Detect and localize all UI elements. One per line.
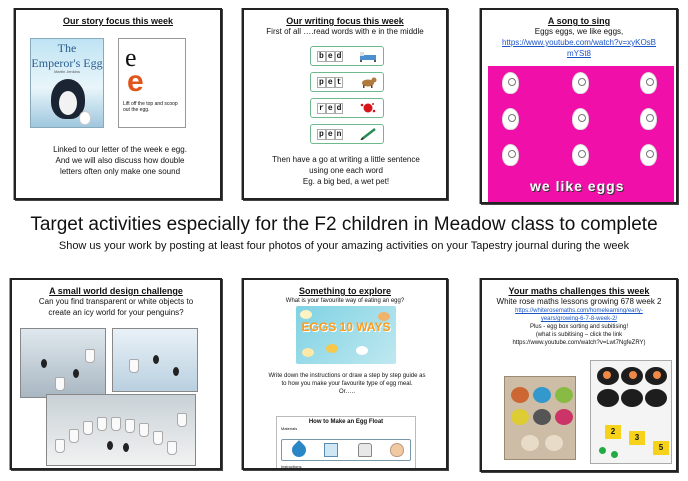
maths-line: White rose maths lessons growing 678 week 2	[496, 297, 662, 306]
word-card-bed: b e d	[310, 46, 384, 66]
writing-intro: First of all ….read words with e in the middle	[266, 27, 424, 36]
red-splat-icon	[359, 102, 377, 114]
story-line: And we will also discuss how double	[55, 156, 185, 165]
bed-icon	[359, 50, 377, 62]
dog-icon	[359, 76, 377, 88]
small-world-line: Can you find transparent or white objects to	[38, 297, 194, 306]
explore-card	[242, 278, 448, 470]
materials-label: Materials	[281, 426, 298, 431]
explore-line: Write down the instructions or draw a step by step guide as	[268, 373, 426, 379]
song-url-line2[interactable]: mYSt8	[566, 49, 591, 58]
story-line: letters often only make one sound	[59, 167, 181, 176]
eggs-10-ways-image	[296, 306, 396, 364]
word-card-pet: p e t	[310, 72, 384, 92]
egg-icon	[502, 108, 519, 130]
writing-instructions	[248, 154, 444, 187]
number-card: 5	[653, 441, 669, 455]
maths-what: (what is subitising – click the link	[535, 332, 623, 338]
maths-title: Your maths challenges this week	[508, 286, 650, 296]
book-title-line2: Emperor's Egg	[31, 56, 103, 70]
story-focus-title: Our story focus this week	[62, 16, 174, 26]
story-description	[22, 144, 218, 177]
word-card-pen: p e n	[310, 124, 384, 144]
egg-icon	[390, 443, 404, 457]
egg-icon	[502, 144, 519, 166]
jug-icon	[324, 443, 338, 457]
egg-icon	[572, 108, 589, 130]
letter-e-card	[118, 38, 186, 128]
word-card-red: r e d	[310, 98, 384, 118]
materials-row	[281, 439, 411, 461]
maths-url-line1[interactable]: https://whiterosemaths.com/homelearning/early-	[515, 308, 643, 314]
explore-line: to how you make your favourite type of egg meal.	[281, 381, 413, 387]
egg-icon	[79, 111, 91, 125]
book-title-line1: The	[57, 41, 77, 55]
letter-e-glyph: e	[125, 43, 137, 72]
writing-focus-card	[242, 8, 448, 200]
song-title: A song to sing	[547, 16, 611, 26]
book-author: Martin Jenkins	[54, 69, 80, 74]
instructions-label: Instructions	[281, 464, 302, 469]
pen-icon	[359, 128, 377, 140]
egg-icon	[640, 108, 657, 130]
water-drop-icon	[289, 440, 309, 460]
salt-icon	[358, 443, 372, 457]
story-focus-card	[14, 8, 222, 200]
egg-icon	[502, 72, 519, 94]
egg-float-worksheet	[276, 416, 416, 470]
small-world-title: A small world design challenge	[49, 286, 183, 296]
maths-youtube-link[interactable]: https://www.youtube.com/watch?v=Lwt7NgfeZRY)	[512, 340, 646, 346]
song-caption: we like eggs	[530, 178, 625, 194]
maths-url-line2[interactable]: years/growing-6-7-8-week-2/	[540, 316, 618, 322]
song-card	[480, 8, 678, 204]
song-line: Eggs eggs, we like eggs,	[534, 27, 624, 36]
number-card: 2	[605, 425, 621, 439]
page-subheadline: Show us your work by posting at least four photos of your amazing activities on your Tapestry journal during the week	[58, 240, 630, 252]
letter-e-egg-icon: e	[127, 65, 144, 98]
small-world-card	[10, 278, 222, 470]
emperors-egg-book-cover	[30, 38, 104, 128]
egg-float-title: How to Make an Egg Float	[308, 419, 384, 425]
song-url-line1[interactable]: https://www.youtube.com/watch?v=xyKOsB	[501, 38, 657, 47]
subitising-photo	[590, 360, 672, 464]
writing-line: using one each word	[309, 166, 383, 175]
story-line: Linked to our letter of the week e egg.	[53, 145, 187, 154]
number-card: 3	[629, 431, 645, 445]
page-headline: Target activities especially for the F2 children in Meadow class to complete	[30, 214, 658, 235]
egg-icon	[640, 144, 657, 166]
explore-title: Something to explore	[298, 286, 391, 296]
icy-world-photo-3	[46, 394, 196, 466]
song-video-thumbnail[interactable]	[488, 66, 674, 202]
writing-line: Eg. a big bed, a wet pet!	[302, 177, 390, 186]
explore-instructions	[248, 372, 446, 396]
egg-box-sorting-photo	[504, 376, 576, 460]
letter-instruction: Lift off the top and scoop out the egg.	[123, 101, 178, 113]
icy-world-photo-2	[112, 328, 198, 392]
writing-focus-title: Our writing focus this week	[286, 16, 404, 26]
egg-icon	[640, 72, 657, 94]
writing-line: Then have a go at writing a little sentence	[272, 155, 420, 164]
maths-link[interactable]	[482, 307, 676, 323]
explore-question: What is your favourite way of eating an egg?	[285, 298, 405, 304]
maths-plus: Plus - egg box sorting and subitising!	[529, 324, 629, 330]
eggs-10-ways-banner: EGGS 10 WAYS	[301, 320, 391, 334]
maths-card	[480, 278, 678, 472]
explore-line: Or…..	[339, 389, 355, 395]
egg-icon	[572, 144, 589, 166]
icy-world-photo-1	[20, 328, 106, 398]
song-link[interactable]	[482, 37, 676, 59]
egg-icon	[572, 72, 589, 94]
small-world-line: create an icy world for your penguins?	[48, 308, 184, 317]
